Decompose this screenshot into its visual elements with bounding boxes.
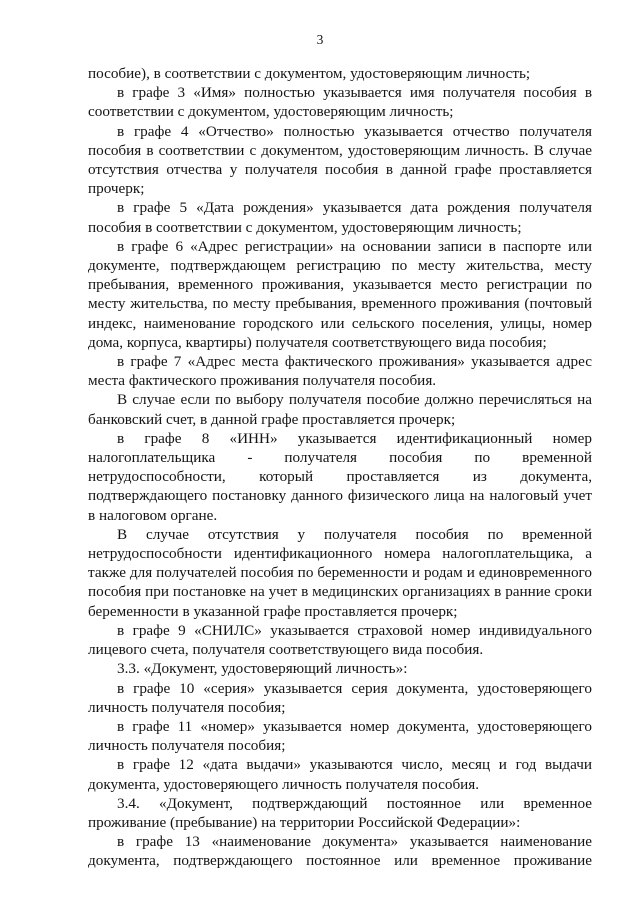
paragraph-continuation: пособие), в соответствии с документом, удостоверяющим личность; bbox=[88, 65, 531, 82]
paragraph-field-10-series: в графе 10 «серия» указывается серия документа, удостоверяющего личность получателя пособия; bbox=[88, 679, 592, 716]
document-body bbox=[88, 64, 592, 871]
paragraph-field-6-registration-address: в графе 6 «Адрес регистрации» на основании записи в паспорте или документе, подтверждающем регистрацию по месту жительства, месту пребывания, временного проживания, указывается место регистрации по месту жительства, по месту пребывания, временного проживания (почтовый индекс, наименование городского или сельского поселения, улицы, номер дома, корпуса, квартиры) получателя соответствующего вида пособия; bbox=[88, 237, 592, 351]
paragraph-field-11-number: в графе 11 «номер» указывается номер документа, удостоверяющего личность получателя пособия; bbox=[88, 717, 592, 755]
paragraph-field-9-snils: в графе 9 «СНИЛС» указывается страховой номер индивидуального лицевого счета, получателя соответствующего вида пособия. bbox=[88, 621, 592, 659]
paragraph-field-3-first-name: в графе 3 «Имя» полностью указывается имя получателя пособия в соответствии с документом, удостоверяющим личность; bbox=[88, 84, 592, 121]
section-heading-3-4: 3.4. «Документ, подтверждающий постоянное или временное проживание (пребывание) на территории Российской Федерации»: bbox=[88, 794, 592, 831]
paragraph-field-8-inn: в графе 8 «ИНН» указывается идентификационный номер налогоплательщика - получателя пособия по временной нетрудоспособности, который проставляется из документа, подтверждающего постановку данного физического лица на налоговый учет в налоговом органе. bbox=[88, 429, 592, 524]
paragraph-field-7-actual-address: в графе 7 «Адрес места фактического проживания» указывается адрес места фактического проживания получателя пособия. bbox=[88, 353, 592, 390]
paragraph-field-5-birth-date: в графе 5 «Дата рождения» указывается дата рождения получателя пособия в соответствии с документом, удостоверяющим личность; bbox=[88, 199, 592, 236]
page-number: 3 bbox=[316, 32, 324, 47]
section-heading-3-3: 3.3. «Документ, удостоверяющий личность»: bbox=[117, 660, 408, 678]
paragraph-inn-absence-note: В случае отсутствия у получателя пособия по временной нетрудоспособности идентификационного номера налогоплательщика, а также для получателей пособия по беременности и родам и единовременного пособия при постановке на учет в медицинских организациях в ранние сроки беременности в указанной графе проставляется прочерк; bbox=[88, 525, 592, 620]
paragraph-bank-account-note: В случае если по выбору получателя пособие должно перечисляться на банковский счет, в данной графе проставляется прочерк; bbox=[88, 391, 592, 428]
paragraph-field-4-patronymic: в графе 4 «Отчество» полностью указывается отчество получателя пособия в соответствии с документом, удостоверяющим личность. В случае отсутствия отчества у получателя пособия в данной графе проставляется прочерк; bbox=[88, 122, 592, 198]
paragraph-field-12-issue-date: в графе 12 «дата выдачи» указываются число, месяц и год выдачи документа, удостоверяющего личность получателя пособия. bbox=[88, 756, 592, 793]
paragraph-field-13-document-name: в графе 13 «наименование документа» указывается наименование документа, подтверждающего постоянное или временное проживание bbox=[88, 833, 592, 870]
